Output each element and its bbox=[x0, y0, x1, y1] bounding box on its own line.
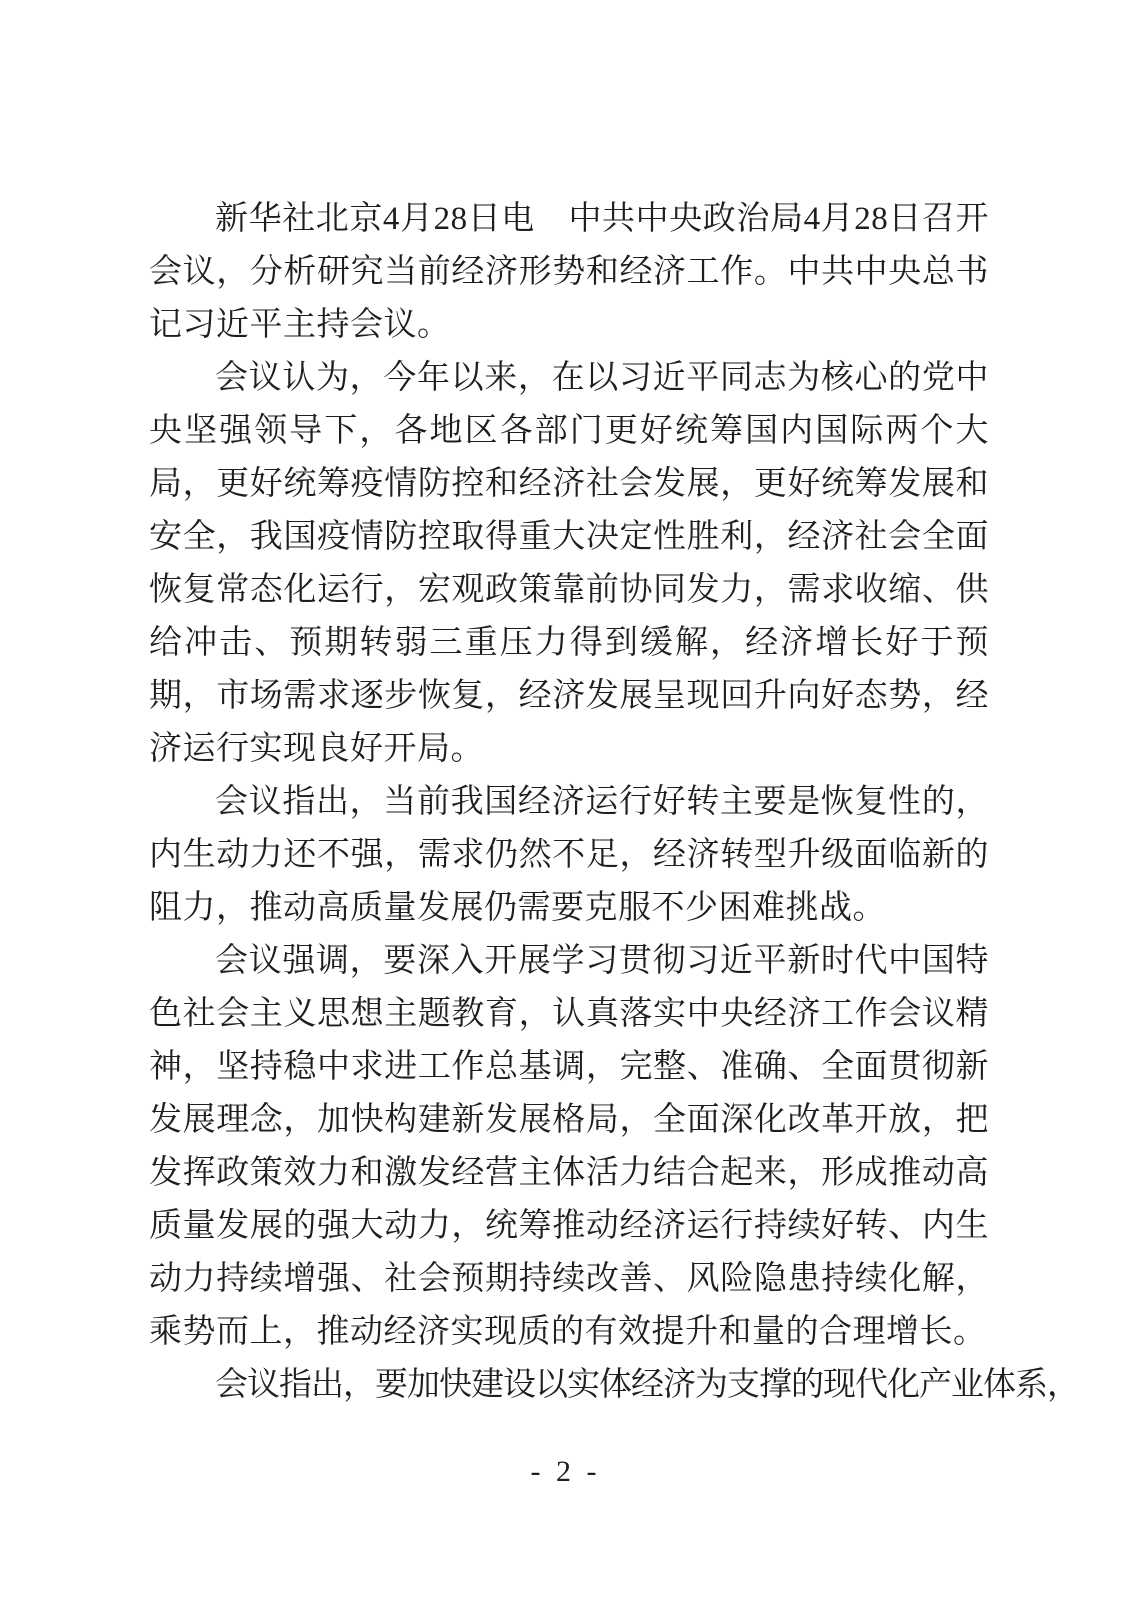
paragraph-emphasis: 会议强调，要深入开展学习贯彻习近平新时代中国特色社会主义思想主题教育，认真落实中央经济工作会议精神，坚持稳中求进工作总基调，完整、准确、全面贯彻新发展理念，加快构建新发展格局，全面深化改革开放，把发挥政策效力和激发经营主体活力结合起来，形成推动高质量发展的强大动力，统筹推动经济运行持续好转、内生动力持续增强、社会预期持续改善、风险隐患持续化解，乘势而上，推动经济实现质的有效提升和量的合理增长。 bbox=[149, 943, 989, 1350]
paragraph-industry-system: 会议指出，要加快建设以实体经济为支撑的现代化产业体系， bbox=[215, 1367, 1079, 1403]
paragraph-meeting-assessment: 会议认为，今年以来，在以习近平同志为核心的党中央坚强领导下，各地区各部门更好统筹国内国际两个大局，更好统筹疫情防控和经济社会发展，更好统筹发展和安全，我国疫情防控取得重大决定性胜利，经济社会全面恢复常态化运行，宏观政策靠前协同发力，需求收缩、供给冲击、预期转弱三重压力得到缓解，经济增长好于预期，市场需求逐步恢复，经济发展呈现回升向好态势，经济运行实现良好开局。 bbox=[149, 360, 989, 767]
page-footer bbox=[0, 1452, 1131, 1492]
paragraph-challenges: 会议指出，当前我国经济运行好转主要是恢复性的，内生动力还不强，需求仍然不足，经济转型升级面临新的阻力，推动高质量发展仍需要克服不少困难挑战。 bbox=[149, 784, 989, 926]
page-number: - 2 - bbox=[530, 1455, 601, 1488]
article-body bbox=[149, 193, 1079, 1412]
paragraph-lede: 新华社北京4月28日电 中共中央政治局4月28日召开会议，分析研究当前经济形势和经济工作。中共中央总书记习近平主持会议。 bbox=[149, 201, 989, 343]
